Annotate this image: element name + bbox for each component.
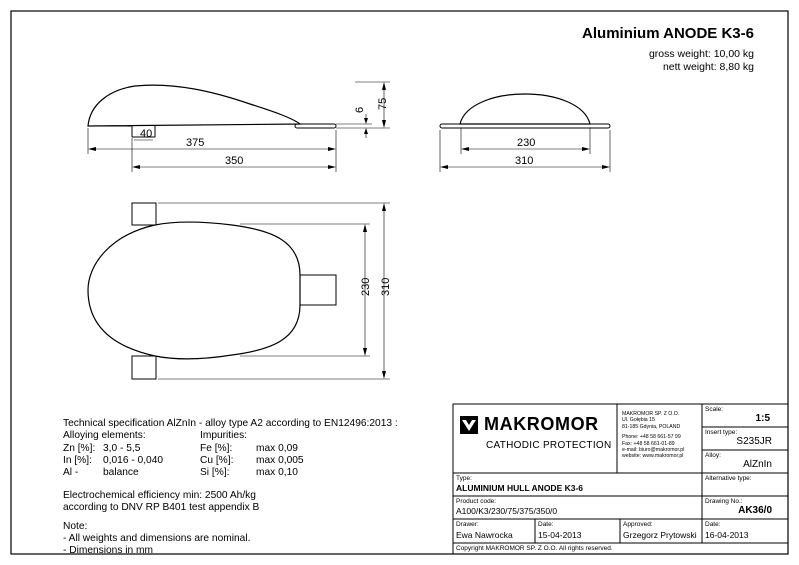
contact-line: Ul. Gołębia 15	[622, 417, 655, 424]
dim-top-230: 230	[360, 277, 372, 296]
date2-value: 16-04-2013	[705, 530, 749, 540]
alloy-cell	[702, 450, 788, 473]
note-2: - Dimensions in mm	[63, 545, 154, 556]
makromor-logo-icon	[460, 416, 478, 434]
type-cell	[453, 473, 702, 496]
drawing-no-cell	[702, 496, 788, 519]
efficiency-line-1: Electrochemical efficiency min: 2500 Ah/kg	[63, 490, 256, 501]
spec-line-1: Technical specification AlZnIn - alloy type A2 according to EN12496:2013 :	[63, 418, 398, 429]
company-subtitle: CATHODIC PROTECTION	[486, 440, 612, 451]
note-1: - All weights and dimensions are nominal.	[63, 533, 251, 544]
front-view	[440, 94, 610, 128]
dim-side-6: 6	[354, 106, 366, 113]
drawer-cell	[453, 519, 535, 543]
dim-top-310: 310	[380, 277, 392, 296]
alloy-al-value: balance	[103, 467, 139, 478]
dim-side-40: 40	[140, 128, 153, 140]
side-view	[88, 85, 336, 137]
note-header: Note:	[63, 521, 88, 532]
top-dimensions	[158, 203, 390, 379]
contact-line: Fax: +48 58 661-01-89	[622, 440, 675, 447]
company-contact	[622, 411, 684, 460]
product-code-label: Product code:	[456, 498, 497, 505]
impurities-header: Impurities:	[200, 430, 247, 441]
alloy-in-label: In [%]:	[63, 455, 92, 466]
date1-value: 15-04-2013	[538, 530, 582, 540]
scale-cell	[702, 404, 788, 427]
impurity-fe-label: Fe [%]:	[200, 443, 233, 454]
contact-line: 81-185 Gdynia, POLAND	[622, 423, 681, 430]
contact-line: MAKROMOR SP. Z O.O.	[622, 411, 680, 417]
nett-weight: nett weight: 8,80 kg	[662, 61, 754, 73]
insert-type-cell	[702, 427, 788, 450]
alloying-header: Alloying elements:	[63, 430, 146, 441]
approved-label: Approved:	[623, 521, 653, 528]
contact-line: website: www.makromor.pl	[622, 453, 684, 460]
type-label: Type:	[456, 475, 472, 482]
alt-type-label: Alternative type:	[705, 475, 752, 482]
impurity-fe-value: max 0,09	[256, 443, 298, 454]
product-code-cell	[453, 496, 702, 519]
insert-type-label: Insert type:	[705, 429, 738, 436]
impurity-cu-value: max 0,005	[256, 455, 304, 466]
drawing-no-value: AK36/0	[738, 505, 772, 516]
efficiency-line-2: according to DNV RP B401 test appendix B	[63, 502, 260, 513]
company-name: MAKROMOR	[484, 414, 599, 434]
impurity-si-value: max 0,10	[256, 467, 298, 478]
copyright: Copyright MAKROMOR SP. Z O.O. All rights reserved.	[456, 545, 613, 552]
product-code-value: A100/K3/230/75/375/350/0	[456, 506, 558, 516]
drawing-no-label: Drawing No.:	[705, 498, 743, 505]
scale-label: Scale:	[705, 406, 724, 413]
impurity-cu-label: Cu [%]:	[200, 455, 234, 466]
type-value: ALUMINIUM HULL ANODE K3-6	[456, 483, 584, 493]
impurity-si-label: Si [%]:	[200, 467, 230, 478]
contact-line: e-mail: biuro@makromor.pl	[622, 447, 685, 454]
dim-side-375: 375	[186, 137, 205, 149]
alloy-label: Alloy:	[705, 452, 721, 459]
date1-cell	[535, 519, 620, 543]
alloy-al-label: Al -	[63, 467, 79, 478]
date1-label: Date:	[538, 521, 554, 528]
insert-type-value: S235JR	[736, 436, 772, 447]
date2-cell	[702, 519, 788, 543]
date2-label: Date:	[705, 521, 721, 528]
dim-front-230: 230	[517, 137, 536, 149]
alloy-zn-value: 3,0 - 5,5	[103, 443, 141, 454]
drawing-title: Aluminium ANODE K3-6	[582, 25, 754, 42]
dim-side-75: 75	[377, 97, 389, 110]
alloy-zn-label: Zn [%]:	[63, 443, 96, 454]
drawer-label: Drawer:	[456, 521, 479, 528]
top-view	[88, 203, 336, 379]
drawer-value: Ewa Nawrocka	[456, 530, 513, 540]
contact-line: Phone: +48 58 661-57 99	[622, 434, 681, 441]
alloy-in-value: 0,016 - 0,040	[103, 455, 164, 466]
alt-type-cell	[702, 473, 788, 496]
dim-side-350: 350	[225, 155, 244, 167]
approved-value: Grzegorz Prytowski	[623, 530, 697, 540]
scale-value: 1:5	[755, 413, 770, 424]
dim-front-310: 310	[515, 155, 534, 167]
approved-cell	[620, 519, 702, 543]
gross-weight: gross weight: 10,00 kg	[648, 48, 754, 60]
alloy-value: AlZnIn	[743, 459, 772, 470]
